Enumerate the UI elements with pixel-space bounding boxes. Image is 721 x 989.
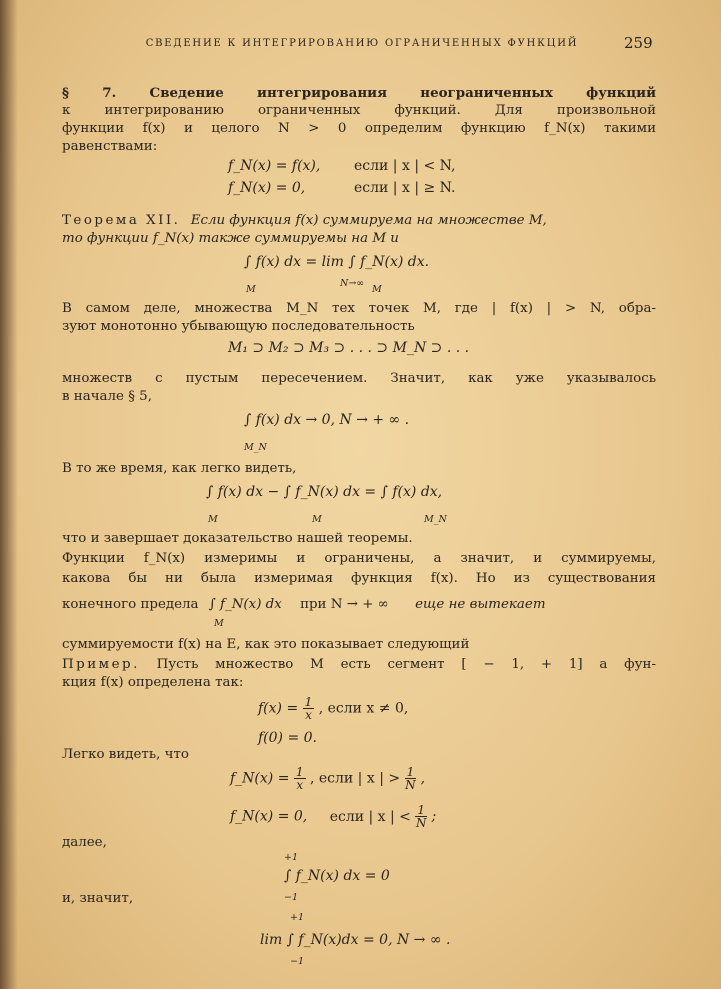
proof-text-line: В самом деле, множества M_N тех точек M, где | f(x) | > N, обра-: [62, 301, 656, 316]
example-text-line: далее,: [62, 835, 107, 850]
theorem-label: Теорема XII.: [62, 213, 181, 228]
fraction-denominator: x: [296, 778, 304, 792]
theorem-line: [62, 212, 656, 230]
fraction: [294, 766, 306, 791]
proof-text-line: зуют монотонно убывающую последовательность: [62, 319, 415, 334]
fraction-numerator: 1: [295, 765, 304, 779]
punctuation: ;: [431, 808, 437, 825]
remark-text-line: какова бы ни была измеримая функция f(x). Но из существования: [62, 571, 656, 586]
fraction-numerator: 1: [304, 695, 313, 709]
function-lhs: f(x) =: [258, 700, 299, 717]
sequence-formula: M₁ ⊃ M₂ ⊃ M₃ ⊃ . . . ⊃ M_N ⊃ . . .: [228, 340, 470, 356]
section-text-line: функции f(x) и целого N > 0 определим функцию f_N(x) такими: [62, 121, 656, 136]
proof-text-line: что и завершает доказательство нашей теоремы.: [62, 531, 413, 546]
integral-subscript: M: [312, 514, 322, 525]
example-line: [62, 656, 656, 674]
integral-subscript: −1: [290, 956, 305, 967]
integral-subscript: M_N: [244, 442, 267, 453]
fraction: [303, 696, 315, 721]
section-text-line: равенствами:: [62, 139, 158, 154]
remark-text: конечного предела: [62, 597, 199, 612]
difference-formula: ∫ f(x) dx − ∫ f_N(x) dx = ∫ f(x) dx,: [206, 484, 443, 500]
proof-text-line: в начале § 5,: [62, 389, 152, 404]
function-lhs: f_N(x) =: [230, 770, 290, 787]
fraction-denominator: N: [405, 778, 416, 792]
remark-integral: ∫ f_N(x) dx: [208, 597, 282, 612]
truncated-function: [230, 804, 436, 829]
integral-superscript: +1: [290, 912, 305, 923]
definition-condition: если | x | ≥ N.: [354, 180, 456, 196]
section-heading-line: § 7. Сведение интегрирования неограниченных функций: [62, 85, 656, 101]
function-definition: [258, 696, 408, 721]
limit-integral-formula: lim ∫ f_N(x)dx = 0, N → ∞ .: [260, 932, 451, 948]
proof-text-line: В то же время, как легко видеть,: [62, 461, 297, 476]
example-text: Пусть множество M есть сегмент [ − 1, + 1] а фун-: [156, 657, 656, 672]
fraction: [405, 766, 417, 791]
remark-text-line: Функции f_N(x) измеримы и ограничены, а значит, и суммируемы,: [62, 551, 656, 566]
function-value: f(0) = 0.: [258, 730, 318, 746]
theorem-text-line: то функции f_N(x) также суммируемы на M и: [62, 231, 399, 246]
fraction: [415, 804, 427, 829]
definition-equation: f_N(x) = 0,: [228, 180, 306, 196]
function-lhs: f_N(x) = 0,: [230, 808, 308, 825]
integral-subscript: −1: [284, 892, 299, 903]
proof-text-line: множеств с пустым пересечением. Значит, как уже указывалось: [62, 371, 656, 386]
section-text-line: к интегрированию ограниченных функций. Для произвольной: [62, 103, 656, 118]
fraction-denominator: x: [305, 708, 312, 722]
remark-text: при N → + ∞: [300, 597, 389, 612]
fraction-denominator: N: [415, 816, 427, 830]
integral-superscript: +1: [284, 852, 299, 863]
example-label: Пример.: [62, 657, 140, 672]
example-text-line: кция f(x) определена так:: [62, 675, 244, 690]
integral-subscript: M: [214, 618, 224, 629]
fraction-numerator: 1: [417, 803, 426, 817]
function-condition: если | x | <: [329, 808, 411, 825]
theorem-text: Если функция f(x) суммируема на множестве M,: [190, 213, 547, 228]
remark-text: еще не вытекает: [415, 597, 546, 612]
page-number: 259: [624, 34, 653, 52]
integral-subscript: M: [372, 284, 382, 295]
remark-text-line: суммируемости f(x) на E, как это показывает следующий: [62, 637, 470, 652]
integral-subscript: M_N: [424, 514, 447, 525]
function-condition: , если | x | >: [309, 770, 401, 787]
integral-formula: ∫ f_N(x) dx = 0: [284, 868, 390, 884]
example-text-line: Легко видеть, что: [62, 747, 189, 762]
integral-subscript: M: [246, 284, 256, 295]
remark-text-line: [62, 596, 656, 614]
truncated-function: [230, 766, 425, 791]
example-text-line: и, значит,: [62, 891, 134, 906]
theorem-equation: ∫ f(x) dx = lim ∫ f_N(x) dx.: [244, 254, 430, 270]
definition-equation: f_N(x) = f(x),: [228, 158, 321, 174]
limit-subscript: N→∞: [340, 278, 365, 289]
fraction-numerator: 1: [406, 765, 415, 779]
definition-condition: если | x | < N,: [354, 158, 456, 174]
running-head: СВЕДЕНИЕ К ИНТЕГРИРОВАНИЮ ОГРАНИЧЕННЫХ ФУНКЦИЙ: [145, 38, 579, 49]
punctuation: ,: [420, 770, 426, 787]
function-condition: , если x ≠ 0,: [318, 700, 409, 717]
limit-formula: ∫ f(x) dx → 0, N → + ∞ .: [244, 412, 410, 428]
integral-subscript: M: [208, 514, 218, 525]
